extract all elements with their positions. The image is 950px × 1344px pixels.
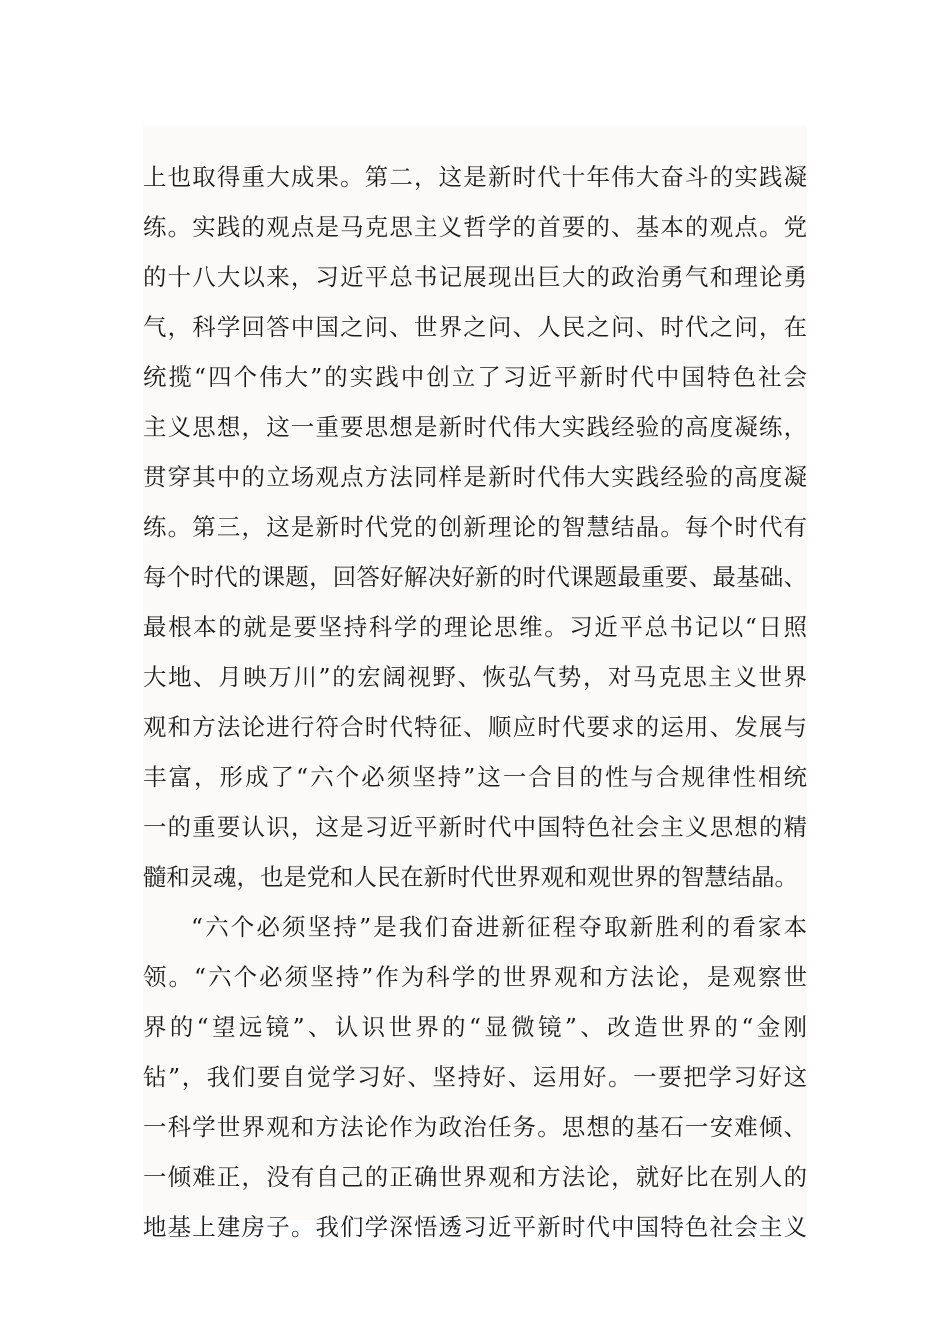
text-line: 气，科学回答中国之问、世界之问、人民之问、时代之问，在 [143,313,807,341]
text-line: 界的“望远镜”、认识世界的“显微镜”、改造世界的“金刚 [143,1013,807,1041]
paragraph-first-line: “六个必须坚持”是我们奋进新征程夺取新胜利的看家本 [191,913,807,941]
text-line: 每个时代的课题，回答好解决好新的时代课题最重要、最基础、 [143,563,807,591]
text-line: 一的重要认识，这是习近平新时代中国特色社会主义思想的精 [143,813,807,841]
text-line: 贯穿其中的立场观点方法同样是新时代伟大实践经验的高度凝 [143,463,807,491]
text-line: 最根本的就是要坚持科学的理论思维。习近平总书记以“日照 [143,613,807,641]
text-line: 地基上建房子。我们学深悟透习近平新时代中国特色社会主义 [143,1213,807,1241]
text-line: 一科学世界观和方法论作为政治任务。思想的基石一安难倾、 [143,1113,807,1141]
text-line: 观和方法论进行符合时代特征、顺应时代要求的运用、发展与 [143,713,807,741]
text-line: 的十八大以来，习近平总书记展现出巨大的政治勇气和理论勇 [143,263,807,291]
text-line: 领。“六个必须坚持”作为科学的世界观和方法论，是观察世 [143,963,807,991]
text-line: 髓和灵魂，也是党和人民在新时代世界观和观世界的智慧结晶。 [143,863,798,891]
text-line: 统揽“四个伟大”的实践中创立了习近平新时代中国特色社会 [143,363,807,391]
text-line: 练。实践的观点是马克思主义哲学的首要的、基本的观点。党 [143,213,807,241]
text-line: 主义思想，这一重要思想是新时代伟大实践经验的高度凝练， [143,413,807,441]
text-line: 丰富，形成了“六个必须坚持”这一合目的性与合规律性相统 [143,763,807,791]
text-line: 上也取得重大成果。第二，这是新时代十年伟大奋斗的实践凝 [143,163,807,191]
text-line: 大地、月映万川”的宏阔视野、恢弘气势，对马克思主义世界 [143,663,807,691]
text-line: 练。第三，这是新时代党的创新理论的智慧结晶。每个时代有 [143,513,807,541]
text-line: 钻”，我们要自觉学习好、坚持好、运用好。一要把学习好这 [143,1063,807,1091]
text-line: 一倾难正，没有自己的正确世界观和方法论，就好比在别人的 [143,1163,807,1191]
document-text-block [143,126,807,1241]
